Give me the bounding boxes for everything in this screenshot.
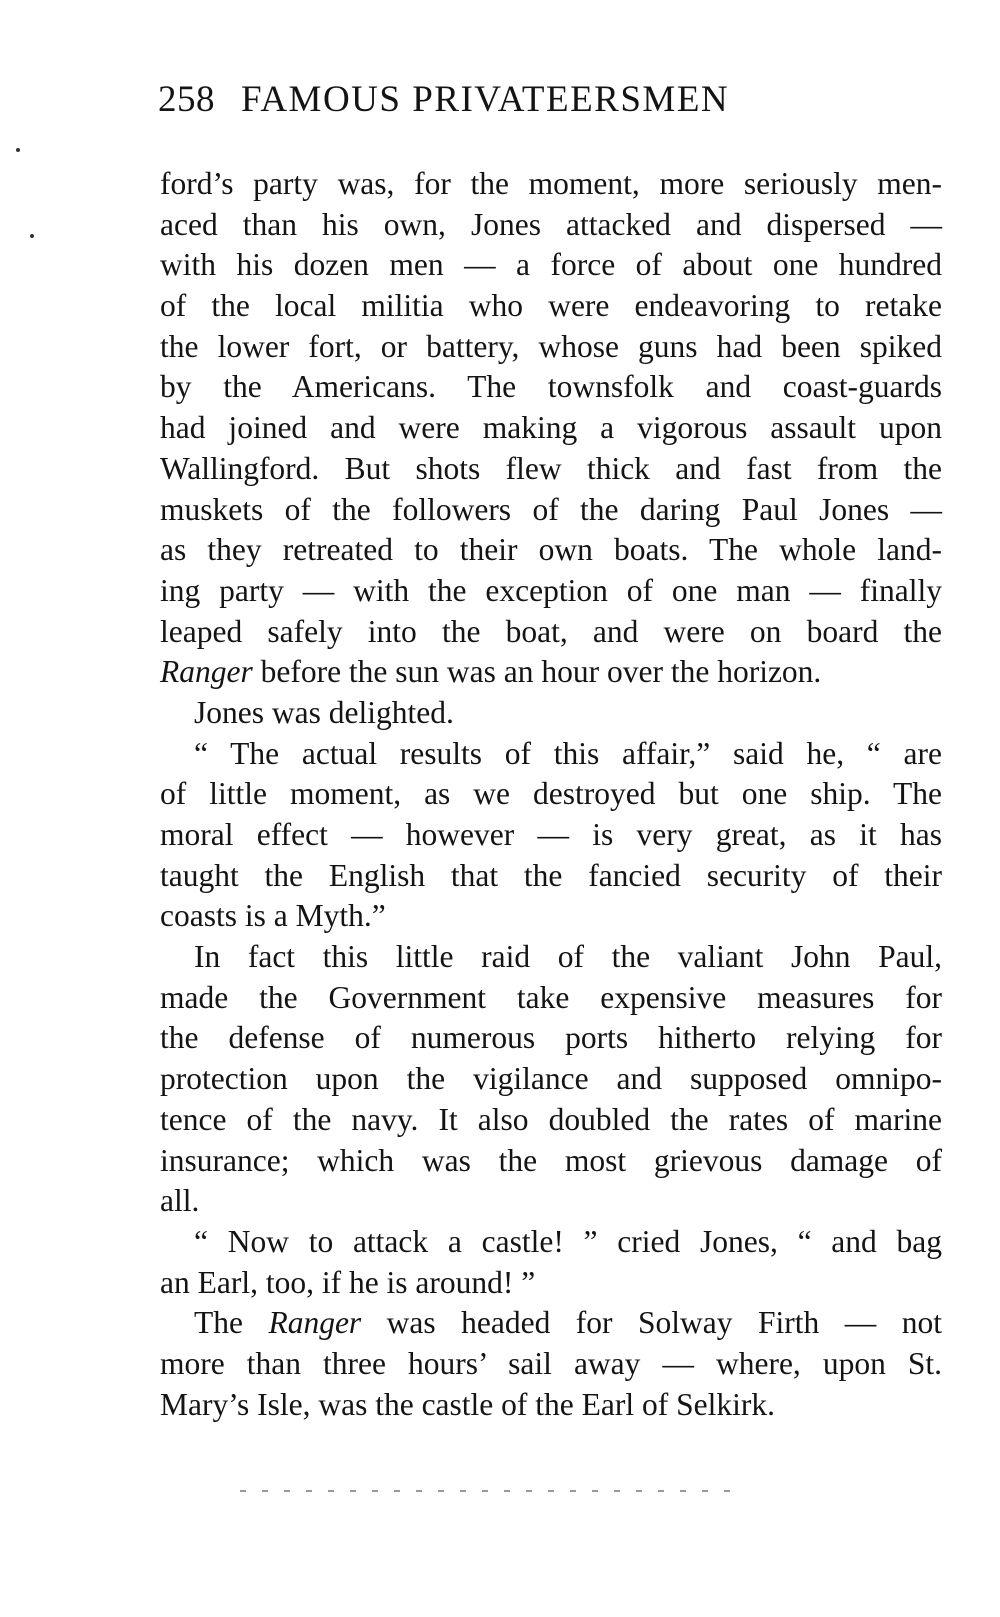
text-line: Wallingford. But shots flew thick and fast from the [160, 450, 942, 486]
text-line: by the Americans. The townsfolk and coast-guards [160, 369, 942, 405]
text-line: with his dozen men — a force of about one hundred [160, 247, 942, 283]
ship-name-italic: Ranger [268, 1305, 362, 1341]
text-line: more than three hours’ sail away — where, upon St. [160, 1345, 942, 1381]
scan-speck [30, 234, 34, 238]
text-line: aced than his own, Jones attacked and dispersed — [160, 206, 942, 242]
text-line: “ Now to attack a castle! ” cried Jones, “ and bag [194, 1223, 942, 1259]
text-line: leaped safely into the boat, and were on board the [160, 613, 942, 649]
ship-name-italic: Ranger [160, 654, 253, 690]
text-line: ing party — with the exception of one man — finally [160, 572, 942, 608]
body-text [160, 164, 942, 1425]
text-line: made the Government take expensive measures for [160, 979, 942, 1015]
text-segment: before the sun was an hour over the horizon. [252, 654, 822, 690]
text-line: an Earl, too, if he is around! ” [160, 1264, 536, 1300]
text-segment: The [194, 1305, 269, 1341]
text-line: Mary’s Isle, was the castle of the Earl of Selkirk. [160, 1386, 775, 1422]
running-title: FAMOUS PRIVATEERSMEN [241, 79, 730, 120]
text-line: coasts is a Myth.” [160, 898, 386, 934]
text-line: muskets of the followers of the daring Paul Jones — [160, 491, 942, 527]
scan-bottom-marks [240, 1490, 740, 1492]
text-line [160, 1303, 942, 1344]
page-number: 258 [158, 79, 215, 120]
text-line: protection upon the vigilance and supposed omnipo- [160, 1061, 942, 1097]
text-line: all. [160, 1183, 200, 1219]
text-line: “ The actual results of this affair,” said he, “ are [194, 735, 942, 771]
text-line: In fact this little raid of the valiant John Paul, [194, 939, 942, 975]
text-segment: was headed for Solway Firth — not [361, 1305, 942, 1341]
text-line: taught the English that the fancied security of their [160, 857, 942, 893]
text-line: tence of the navy. It also doubled the rates of marine [160, 1101, 942, 1137]
text-line: ford’s party was, for the moment, more seriously men- [160, 166, 942, 201]
text-line: moral effect — however — is very great, as it has [160, 817, 942, 852]
text-line: the defense of numerous ports hitherto relying for [160, 1020, 942, 1056]
text-line: Jones was delighted. [194, 694, 454, 730]
text-line: as they retreated to their own boats. The whole land- [160, 532, 942, 568]
text-line: of the local militia who were endeavoring to retake [160, 288, 942, 324]
page-header [158, 78, 878, 122]
text-line: had joined and were making a vigorous assault upon [160, 410, 942, 446]
text-line: insurance; which was the most grievous damage of [160, 1142, 942, 1178]
text-line: of little moment, as we destroyed but one ship. The [160, 776, 942, 812]
text-line [160, 652, 942, 693]
scan-speck [16, 148, 20, 152]
text-line: the lower fort, or battery, whose guns had been spiked [160, 328, 942, 364]
